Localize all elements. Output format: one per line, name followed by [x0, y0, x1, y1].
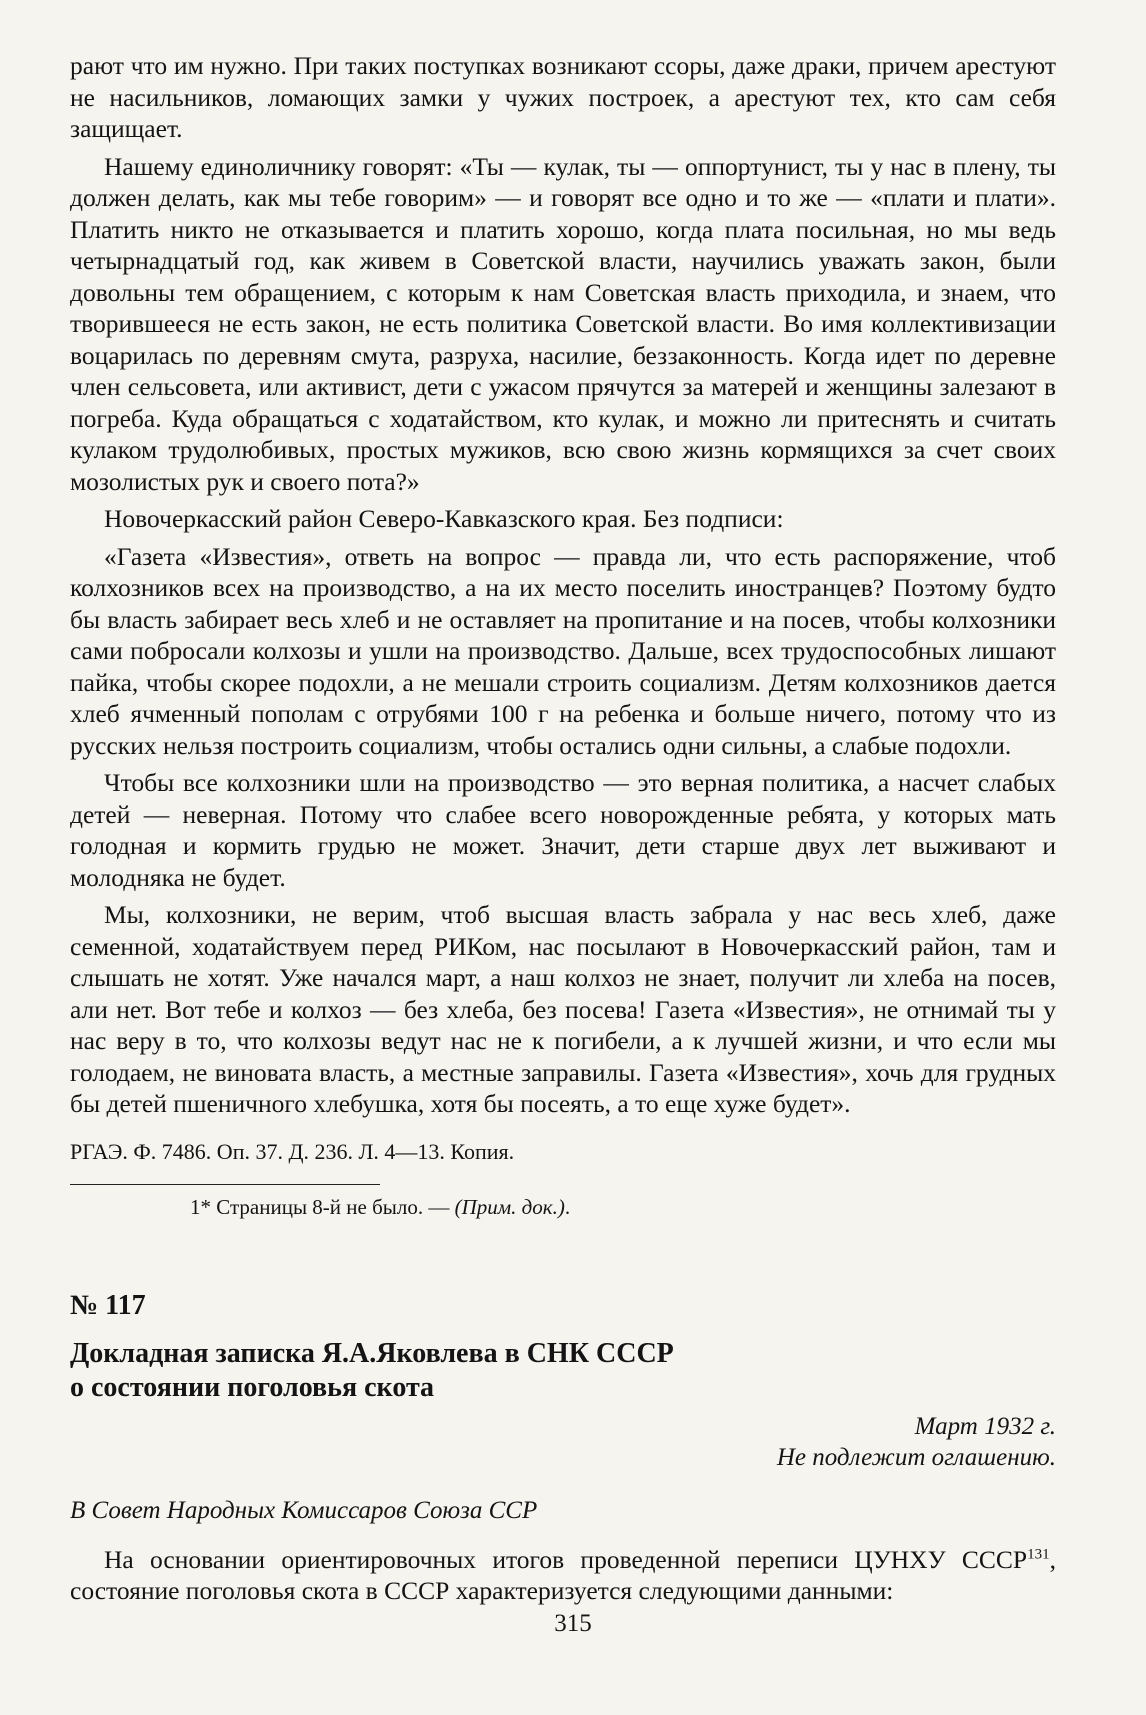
- footnote-divider: [70, 1184, 380, 1185]
- body-end: , состояние поголовья скота в СССР характеризуется следующими данными:: [70, 1544, 1056, 1605]
- footnote-mark: 1*: [190, 1194, 211, 1219]
- footnote: [190, 1193, 1056, 1221]
- document-title-line-1: Докладная записка Я.А.Яковлева в СНК СССР: [70, 1337, 674, 1369]
- letter-text: [70, 50, 1056, 1120]
- body-start: На основании ориентировочных итогов проведенной переписи ЦУНХУ СССР: [104, 1544, 1028, 1574]
- document-title-line-2: о состоянии поголовья скота: [70, 1371, 435, 1403]
- classification-note: Не подлежит оглашению.: [776, 1443, 1056, 1471]
- paragraph-1: рают что им нужно. При таких поступках возникают ссоры, даже драки, причем арестуют не насильников, ломающих замки у чужих построек, а арестуют тех, кто сам себя защищает.: [70, 51, 1056, 143]
- archive-source: РГАЭ. Ф. 7486. Оп. 37. Д. 236. Л. 4—13. Копия.: [70, 1138, 515, 1164]
- paragraph-5: Чтобы все колхозники шли на производство — это верная политика, а насчет слабых детей — неверная. Потому что слабее всего новорожденные ребята, у которых мать голодная и кормить грудью не может. Значит, дети старше двух лет выживают и молодняка не будет.: [70, 768, 1056, 892]
- footnote-text: Страницы 8-й не было. —: [216, 1194, 450, 1219]
- page-number: 315: [554, 1610, 592, 1637]
- paragraph-6: Мы, колхозники, не верим, чтоб высшая власть забрала у нас весь хлеб, даже семенной, ходатайствуем перед РИКом, нас посылают в Новочеркасский район, там и слышать не хотят. Уже начался март, а наш колхоз не знает, получит ли хлеба на посев, али нет. Вот тебе и колхоз — без хлеба, без посева! Газета «Известия», не отнимай ты у нас веру в то, что колхозы ведут нас не к погибели, а к лучшей жизни, и что если мы голодаем, не виновата власть, а местные заправилы. Газета «Известия», хочь для грудных бы детей пшеничного хлебушка, хотя бы посеять, а то еще хуже будет».: [70, 900, 1056, 1118]
- paragraph-2: Нашему единоличнику говорят: «Ты — кулак, ты — оппортунист, ты у нас в плену, ты должен делать, как мы тебе говорим» — и говорят все одно и то же — «плати и плати». Платить никто не отказывается и платить хорошо, когда плата посильная, но мы ведь четырнадцатый год, как живем в Советской власти, научились уважать закон, были довольны тем обращением, с которым к нам Советская власть приходила, и знаем, что творившееся не есть закон, не есть политика Советской власти. Во имя коллективизации воцарилась по деревням смута, разруха, насилие, беззаконность. Когда идет по деревне член сельсовета, или активист, дети с ужасом прячутся за матерей и женщины залезают в погреба. Куда обращаться с ходатайством, кто кулак, и можно ли притеснять и считать кулаком трудолюбивых, простых мужиков, всю свою жизнь кормящихся за счет своих мозолистых рук и своего пота?»: [70, 151, 1056, 496]
- document-title: [70, 1337, 1056, 1405]
- footnote-note: (Прим. док.): [454, 1194, 565, 1219]
- addressee: В Совет Народных Комиссаров Союза ССР: [70, 1496, 538, 1524]
- document-number: № 117: [70, 1289, 146, 1321]
- document-body: [70, 1544, 1056, 1607]
- paragraph-3: Новочеркасский район Северо-Кавказского края. Без подписи:: [104, 504, 784, 533]
- document-date: Март 1932 г.: [914, 1412, 1056, 1440]
- paragraph-4: «Газета «Известия», ответь на вопрос — правда ли, что есть распоряжение, чтоб колхозников всех на производство, а на их место поселить иностранцев? Поэтому будто бы власть забирает весь хлеб и не оставляет на пропитание и на посев, чтобы колхозники сами побросали колхозы и ушли на производство. Дальше, всех трудоспособных лишают пайка, чтобы скорее подохли, а не мешали строить социализм. Детям колхозников дается хлеб ячменный пополам с отрубями 100 г на ребенка и больше ничего, потому что из русских нельзя построить социализм, чтобы остались одни сильны, а слабые подохли.: [70, 541, 1056, 760]
- footnote-end: .: [564, 1194, 571, 1219]
- body-footnote-ref: 131: [1027, 1546, 1050, 1562]
